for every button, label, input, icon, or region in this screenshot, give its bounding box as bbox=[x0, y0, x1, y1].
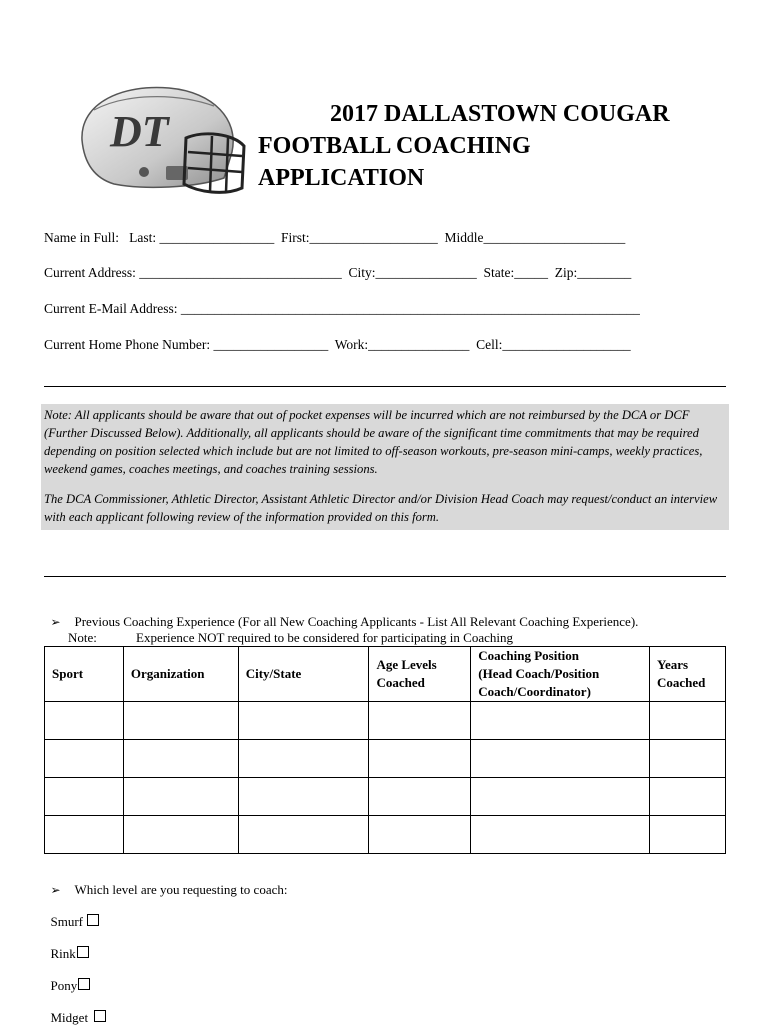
checkbox-icon[interactable] bbox=[87, 914, 99, 926]
checkbox-icon[interactable] bbox=[94, 1010, 106, 1022]
level-option-label: Rink bbox=[50, 946, 76, 961]
header-line: Years bbox=[657, 657, 689, 672]
notice-paragraph-2: The DCA Commissioner, Athletic Director, Assistant Athletic Director and/or Division Head Coach may request/conduct an interview with each applicant following review of the information provided on this form. bbox=[44, 492, 718, 524]
table-cell[interactable] bbox=[123, 740, 238, 778]
level-option-midget[interactable] bbox=[51, 1010, 107, 1025]
level-option-pony[interactable] bbox=[51, 978, 91, 993]
table-row bbox=[45, 702, 726, 740]
table-row bbox=[45, 740, 726, 778]
table-cell[interactable] bbox=[650, 702, 726, 740]
checkbox-icon[interactable] bbox=[77, 946, 89, 958]
header-line: Coaching Position bbox=[478, 648, 580, 663]
column-header-organization: Organization bbox=[123, 647, 238, 702]
phone-field-row[interactable]: Current Home Phone Number: _________________ Work:_______________ Cell:___________________ bbox=[44, 337, 631, 352]
table-cell[interactable] bbox=[45, 816, 124, 854]
level-question-text: Which level are you requesting to coach: bbox=[74, 882, 288, 897]
level-question-row bbox=[44, 866, 287, 1026]
title-line-2: FOOTBALL COACHING bbox=[258, 133, 531, 159]
table-cell[interactable] bbox=[238, 702, 369, 740]
table-cell[interactable] bbox=[45, 778, 124, 816]
table-cell[interactable] bbox=[238, 816, 369, 854]
header-line: Coached bbox=[376, 675, 425, 690]
column-header-age-levels bbox=[369, 647, 471, 702]
header-line: Coach/Coordinator) bbox=[478, 684, 591, 699]
table-cell[interactable] bbox=[45, 702, 124, 740]
experience-heading bbox=[44, 598, 638, 630]
title-line-1: 2017 DALLASTOWN COUGAR bbox=[330, 101, 670, 127]
level-option-label: Smurf bbox=[50, 914, 83, 929]
column-header-city-state: City/State bbox=[238, 647, 369, 702]
table-cell[interactable] bbox=[369, 702, 471, 740]
level-option-rink[interactable] bbox=[51, 946, 89, 961]
experience-note-text: Experience NOT required to be considered for participating in Coaching bbox=[136, 630, 513, 645]
notice-box bbox=[41, 404, 729, 530]
table-cell[interactable] bbox=[471, 778, 650, 816]
table-row bbox=[45, 816, 726, 854]
table-cell[interactable] bbox=[650, 740, 726, 778]
table-cell[interactable] bbox=[369, 778, 471, 816]
name-field-row[interactable]: Name in Full: Last: _________________ First:___________________ Middle_____________________ bbox=[44, 230, 626, 245]
section-divider bbox=[44, 576, 726, 577]
table-row bbox=[45, 778, 726, 816]
experience-heading-text: Previous Coaching Experience (For all New Coaching Applicants - List All Relevant Coaching Experience). bbox=[74, 614, 639, 629]
section-divider bbox=[44, 386, 726, 387]
coaching-experience-table bbox=[44, 646, 726, 854]
column-header-sport: Sport bbox=[45, 647, 124, 702]
table-cell[interactable] bbox=[123, 816, 238, 854]
column-header-years bbox=[650, 647, 726, 702]
table-cell[interactable] bbox=[471, 740, 650, 778]
checkbox-icon[interactable] bbox=[78, 978, 90, 990]
header-line: Coached bbox=[657, 675, 706, 690]
table-cell[interactable] bbox=[471, 702, 650, 740]
table-cell[interactable] bbox=[471, 816, 650, 854]
header-line: Age Levels bbox=[376, 657, 437, 672]
notice-paragraph-1: Note: All applicants should be aware that out of pocket expenses will be incurred which are not reimbursed by the DCA or DCF (Further Discussed Below). Additionally, all applicants should be aware of the significant time commitments that may be required depending on position selected which include but are not limited to off-season workouts, pre-season mini-camps, weekly practices, weekend games, coaches meetings, and coaches training sessions. bbox=[44, 408, 703, 476]
helmet-logo bbox=[74, 80, 252, 198]
arrow-bullet-icon: ➢ bbox=[50, 615, 61, 629]
experience-note-label: Note: bbox=[68, 630, 97, 645]
table-cell[interactable] bbox=[650, 778, 726, 816]
table-header-row bbox=[45, 647, 726, 702]
table-cell[interactable] bbox=[369, 816, 471, 854]
experience-note bbox=[68, 630, 513, 646]
table-cell[interactable] bbox=[45, 740, 124, 778]
level-option-label: Pony bbox=[50, 978, 78, 993]
table-cell[interactable] bbox=[650, 816, 726, 854]
table-cell[interactable] bbox=[123, 778, 238, 816]
table-cell[interactable] bbox=[123, 702, 238, 740]
header-line: (Head Coach/Position bbox=[478, 666, 600, 681]
table-cell[interactable] bbox=[369, 740, 471, 778]
column-header-coaching-position bbox=[471, 647, 650, 702]
level-option-smurf[interactable] bbox=[51, 914, 100, 929]
email-field-row[interactable]: Current E-Mail Address: ____________________________________________________________________ bbox=[44, 301, 640, 316]
level-option-label: Midget bbox=[50, 1010, 89, 1025]
page-title bbox=[258, 98, 728, 194]
arrow-bullet-icon: ➢ bbox=[50, 883, 61, 897]
address-field-row[interactable]: Current Address: ______________________________ City:_______________ State:_____ Zip:________ bbox=[44, 265, 632, 280]
logo-lettering: DT bbox=[110, 107, 169, 156]
table-cell[interactable] bbox=[238, 740, 369, 778]
title-line-3: APPLICATION bbox=[258, 165, 425, 191]
table-cell[interactable] bbox=[238, 778, 369, 816]
